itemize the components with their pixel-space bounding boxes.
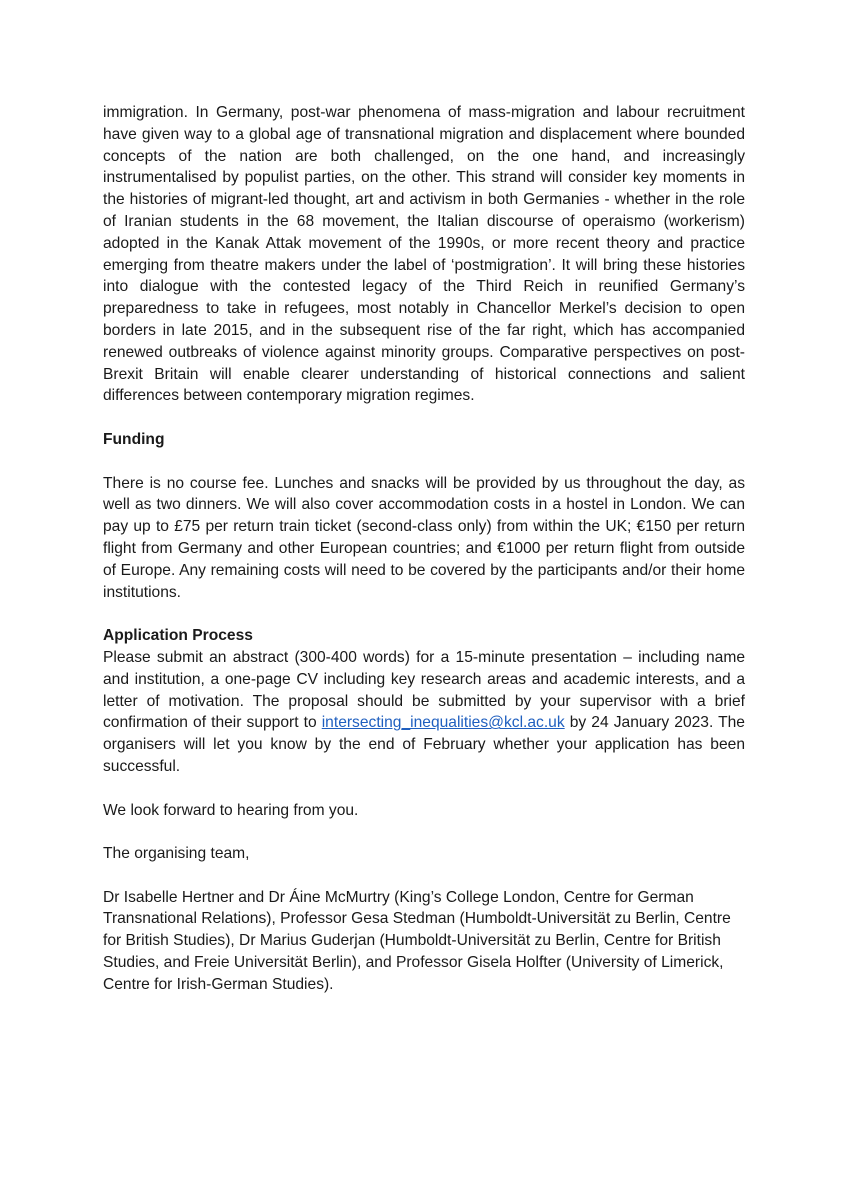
- spacer: [103, 407, 745, 429]
- closing-line: We look forward to hearing from you.: [103, 801, 359, 819]
- spacer: [103, 451, 745, 473]
- spacer: [103, 821, 745, 843]
- signoff-line: The organising team,: [103, 845, 250, 863]
- application-text-before: Please submit an abstract (300-400 words) for a 15-minute presentation – including name and institution, a one-page CV including key research areas and academic interests, and a letter of motivation. The proposal should be submitted by your supervisor with a brief confirmation of their support to: [103, 648, 745, 732]
- funding-heading: Funding: [103, 430, 165, 448]
- funding-paragraph: There is no course fee. Lunches and snacks will be provided by us throughout the day, as well as two dinners. We will also cover accommodation costs in a hostel in London. We can pay up to £75 per return train ticket (second-class only) from within the UK; €150 per return flight from Germany and other European countries; and €1000 per return flight from outside of Europe. Any remaining costs will need to be covered by the participants and/or their home institutions.: [103, 474, 745, 601]
- spacer: [103, 603, 745, 625]
- application-text-after: by 24 January 2023. The organisers will let you know by the end of February whether your application has been successful.: [103, 714, 745, 775]
- spacer: [103, 865, 745, 887]
- intro-paragraph: immigration. In Germany, post-war phenomena of mass-migration and labour recruitment have given way to a global age of transnational migration and displacement where bounded concepts of the nation are both challenged, on the one hand, and increasingly instrumentalised by populist parties, on the other. This strand will consider key moments in the histories of migrant-led thought, art and activism in both Germanies - whether in the role of Iranian students in the 68 movement, the Italian discourse of operaismo (workerism) adopted in the Kanak Attak movement of the 1990s, or more recent theory and practice emerging from theatre makers under the label of ‘postmigration’. It will bring these histories into dialogue with the contested legacy of the Third Reich in reunified Germany’s preparedness to take in refugees, most notably in Chancellor Merkel’s decision to open borders in late 2015, and in the subsequent rise of the far right, which has accompanied renewed outbreaks of violence against minority groups. Comparative perspectives on post-Brexit Britain will enable clearer understanding of historical connections and salient differences between contemporary migration regimes.: [103, 104, 745, 405]
- email-link[interactable]: intersecting_inequalities@kcl.ac.uk: [321, 714, 565, 732]
- organisers-paragraph: Dr Isabelle Hertner and Dr Áine McMurtry (King’s College London, Centre for German Transnational Relations), Professor Gesa Stedman (Humboldt-Universität zu Berlin, Centre for British Studies), Dr Marius Guderjan (Humboldt-Universität zu Berlin, Centre for British Studies, and Freie Universität Berlin), and Professor Gisela Holfter (University of Limerick, Centre for Irish-German Studies).: [103, 888, 731, 993]
- application-paragraph: [103, 647, 745, 778]
- spacer: [103, 778, 745, 800]
- application-heading: Application Process: [103, 627, 253, 645]
- document-body: [103, 102, 745, 996]
